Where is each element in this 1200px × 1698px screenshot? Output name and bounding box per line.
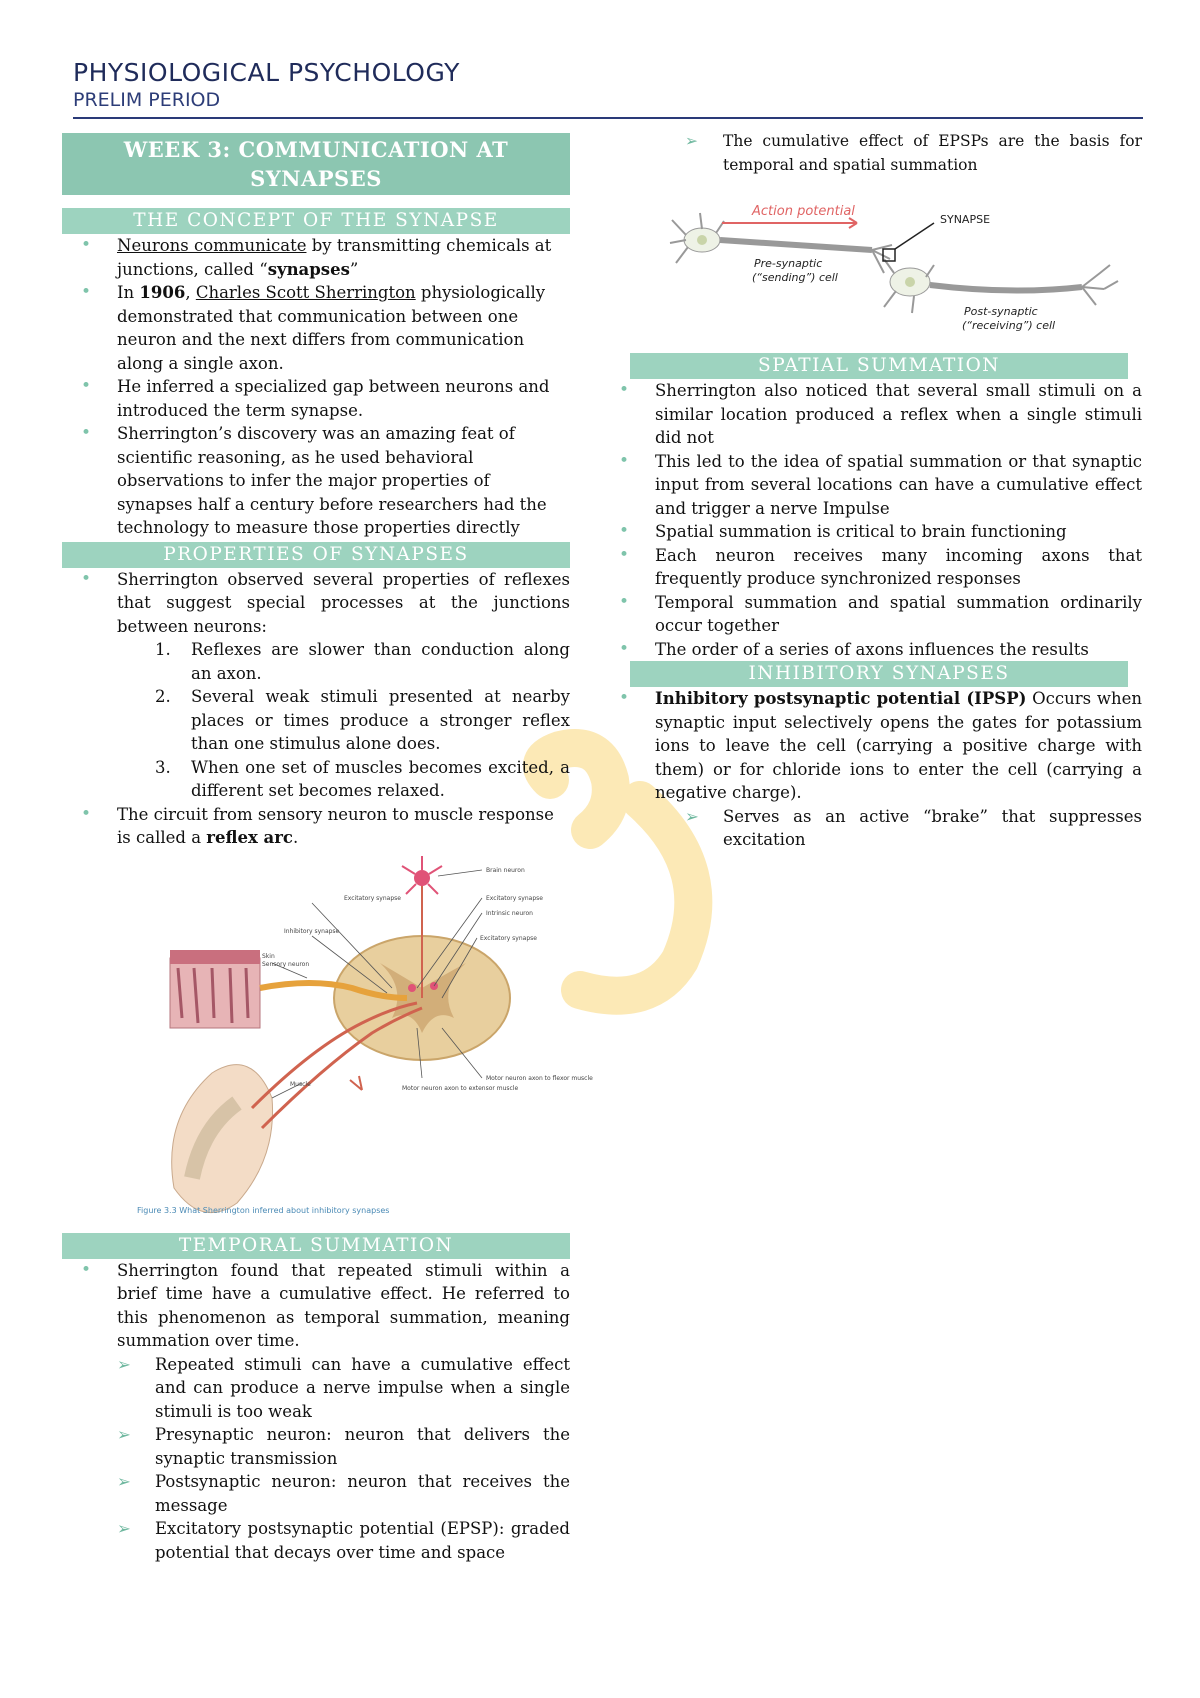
reflex-arc-figure [62,858,593,1233]
list-item [62,281,570,375]
concept-heading: THE CONCEPT OF THE SYNAPSE [62,208,570,234]
bold-term: Inhibitory postsynaptic potential (IPSP) [655,689,1027,708]
sub-item [117,1517,570,1564]
list-item: • The order of a series of axons influences the results [600,638,1142,662]
spatial-heading: SPATIAL SUMMATION [630,353,1128,379]
arrow-bullet-icon: ➢ [117,1425,131,1444]
properties-heading: PROPERTIES OF SYNAPSES [62,542,570,568]
text-run: Occurs when synaptic input selectively opens the gates for potassium ions to leave the cell (carrying a positive charge with them) or for chloride ions to enter the cell (carrying a negative charge). [655,689,1142,802]
page-header [73,58,1143,111]
arrow-bullet-icon: ➢ [117,1472,131,1491]
temporal-sublist [117,1353,570,1565]
label-presynaptic: Pre-synaptic [754,257,823,270]
sub-item [685,805,1142,852]
arrow-bullet-icon: ➢ [685,806,699,826]
bold-term: 1906 [139,283,186,302]
inhibitory-list [600,687,1142,805]
label-excitatory-synapse: Excitatory synapse [344,894,401,902]
list-item: • He inferred a specialized gap between neurons and introduced the term synapse. [62,375,570,422]
item-text: Several weak stimuli presented at nearby places or times produce a stronger reflex than one stimulus alone does. [191,687,570,753]
label-action-potential: Action potential [752,204,855,219]
item-text: Repeated stimuli can have a cumulative effect and can produce a nerve impulse when a single stimuli is too weak [155,1354,570,1421]
item-text: The cumulative effect of EPSPs are the basis for temporal and spatial summation [723,132,1142,174]
item-number: 2. [155,687,171,706]
text-run: The circuit from sensory neuron to muscle response is called a [117,804,554,847]
text-run: . [292,828,299,847]
arrow-bullet-icon: ➢ [685,132,698,150]
underlined-phrase: Charles Scott Sherrington [195,283,416,302]
numbered-item [62,756,570,803]
numbered-item [62,638,570,685]
label-synapse: SYNAPSE [940,213,991,226]
list-item [62,234,570,281]
epsp-note [685,130,1142,177]
list-item [600,687,1142,805]
item-number: 1. [155,640,171,659]
list-item: • Each neuron receives many incoming axons that frequently produce synchronized responses [600,544,1142,591]
item-text: Excitatory postsynaptic potential (EPSP): graded potential that decays over time and space [155,1519,570,1562]
list-item: • Sherrington found that repeated stimuli within a brief time have a cumulative effect. He referred to this phenomenon as temporal summation, meaning summation over time. [62,1259,570,1353]
numbered-item [62,685,570,756]
arrow-bullet-icon: ➢ [117,1354,131,1374]
list-item: • This led to the idea of spatial summation or that synaptic input from several locations can have a cumulative effect and trigger a nerve Impulse [600,450,1142,521]
text-run: physiologically demonstrated that communication between one neuron and the next differs from communication along a single axon. [117,283,546,373]
item-text: When one set of muscles becomes excited, a different set becomes relaxed. [191,757,570,800]
label-receiving-cell: (“receiving”) cell [962,319,1056,332]
bold-term: reflex arc [206,828,293,847]
list-item: • Sherrington’s discovery was an amazing feat of scientific reasoning, as he used behavioral observations to infer the major properties of synapses half a century before researchers had the technology to measure those properties directly [62,422,570,540]
item-number: 3. [155,757,171,777]
right-column [630,130,1142,852]
label-muscle: Muscle [290,1080,311,1088]
arrow-bullet-icon: ➢ [117,1519,131,1538]
label-sending-cell: (“sending”) cell [752,271,838,284]
underlined-phrase: Neurons communicate [117,236,307,255]
bold-term: synapses [267,259,350,279]
properties-list [62,568,570,639]
list-item [62,803,570,850]
list-item: • Spatial summation is critical to brain functioning [600,520,1142,544]
list-item: • Temporal summation and spatial summation ordinarily occur together [600,591,1142,638]
label-motor-neuron-flexor: Motor neuron axon to flexor muscle [486,1074,593,1082]
list-item: • Sherrington also noticed that several small stimuli on a similar location produced a reflex when a single stimuli did not [600,379,1142,450]
text-run: by transmitting chemicals at junctions, called “ [117,236,552,279]
temporal-list [62,1259,570,1353]
item-text: Postsynaptic neuron: neuron that receives the message [155,1472,570,1515]
item-text: Serves as an active “brake” that suppresses excitation [723,806,1142,849]
spatial-list [600,379,1142,661]
synapse-figure [672,185,1142,355]
course-title: PHYSIOLOGICAL PSYCHOLOGY [73,58,460,87]
temporal-heading: TEMPORAL SUMMATION [62,1233,570,1259]
text-run: ” [349,259,359,279]
label-postsynaptic: Post-synaptic [964,305,1038,318]
header-rule [73,117,1143,119]
text-run: , [185,283,196,302]
label-inhibitory-synapse: Inhibitory synapse [284,927,340,935]
week-title-band: WEEK 3: COMMUNICATION AT SYNAPSES [62,133,570,195]
label-excitatory-synapse-3: Excitatory synapse [480,934,537,942]
sub-item [117,1423,570,1470]
item-text: Presynaptic neuron: neuron that delivers the synaptic transmission [155,1425,570,1468]
label-excitatory-synapse-2: Excitatory synapse [486,894,543,902]
item-text: Reflexes are slower than conduction along an axon. [191,640,570,683]
sub-item [117,1353,570,1424]
text-run: In [117,283,140,302]
synapse-illustration [672,185,1132,355]
figure-caption: Figure 3.3 What Sherrington inferred about inhibitory synapses [137,1205,390,1215]
period-subtitle: PRELIM PERIOD [73,89,221,111]
label-intrinsic-neuron: Intrinsic neuron [486,909,533,917]
reflex-arc-illustration [62,858,593,1233]
label-motor-neuron-extensor: Motor neuron axon to extensor muscle [402,1084,519,1092]
concept-list [62,234,570,540]
label-skin: Skin [262,952,275,960]
sub-item [117,1470,570,1517]
inhibitory-heading: INHIBITORY SYNAPSES [630,661,1128,687]
left-column [62,133,593,1564]
reflex-list [62,803,570,850]
label-sensory-neuron: Sensory neuron [262,960,310,968]
label-brain-neuron: Brain neuron [486,866,525,874]
list-item: • Sherrington observed several properties of reflexes that suggest special processes at the junctions between neurons: [62,568,570,639]
